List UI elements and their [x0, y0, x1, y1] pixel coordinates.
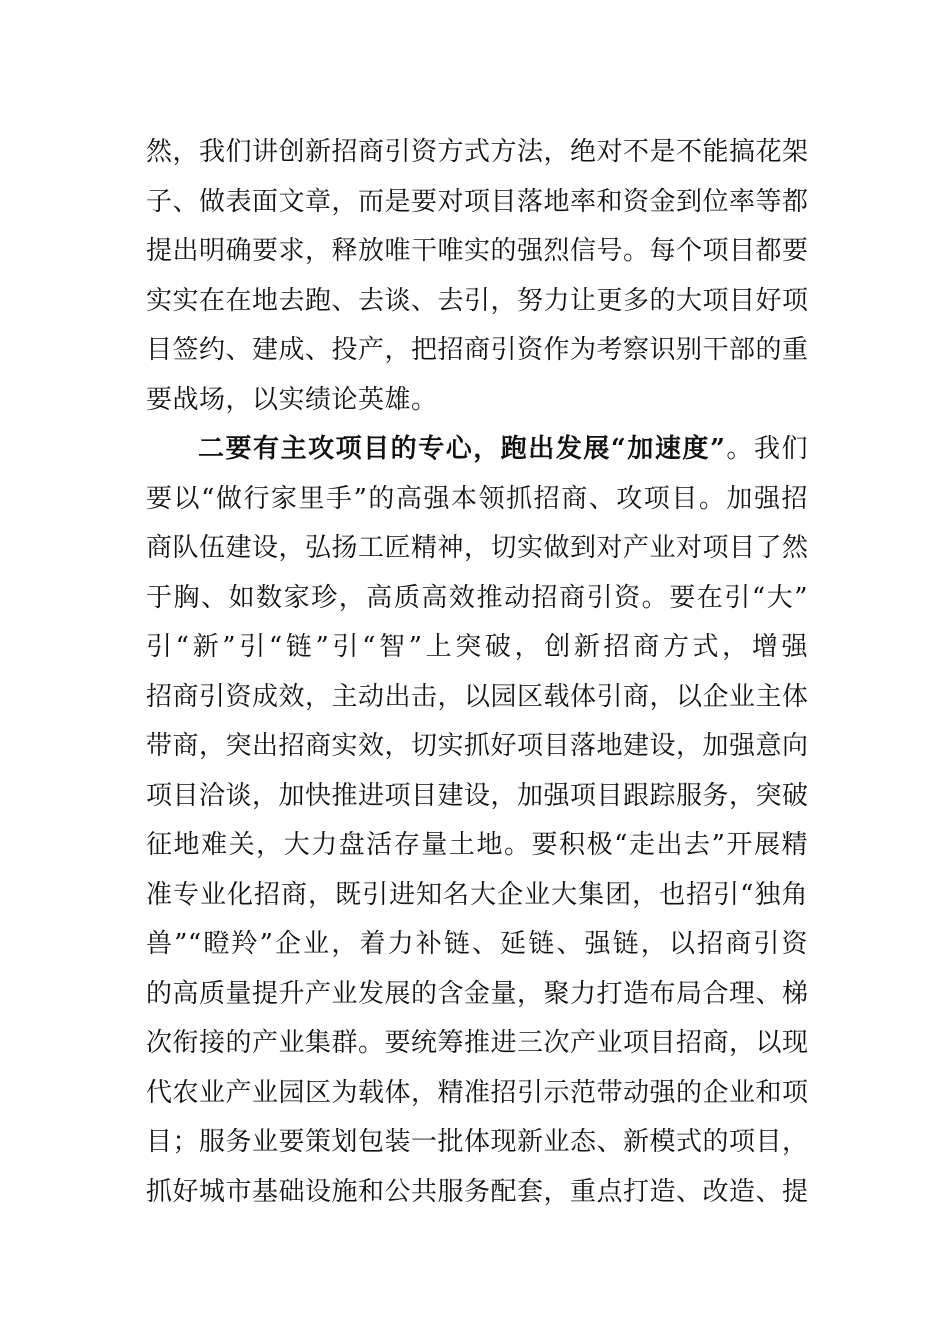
- paragraph-line: 抓好城市基础设施和公共服务配套，重点打造、改造、提: [146, 1176, 809, 1207]
- paragraph-line: 项目洽谈，加快推进项目建设，加强项目跟踪服务，突破: [146, 780, 809, 811]
- paragraph-line: 的高质量提升产业发展的含金量，聚力打造布局合理、梯: [146, 978, 809, 1009]
- paragraph-heading-tail: 。我们: [725, 434, 808, 464]
- paragraph-line: 目签约、建成、投产，把招商引资作为考察识别干部的重: [146, 335, 809, 365]
- paragraph-line: 征地难关，大力盘活存量土地。要积极“走出去”开展精: [146, 830, 808, 860]
- paragraph-line: 于胸、如数家珍，高质高效推动招商引资。要在引“大”: [146, 582, 808, 613]
- paragraph-2: [146, 425, 808, 1217]
- paragraph-line: 商队伍建设，弘扬工匠精神，切实做到对产业对项目了然: [146, 533, 809, 563]
- paragraph-line: 要战场，以实绩论英雄。: [146, 384, 438, 415]
- document-body: [146, 128, 808, 1217]
- paragraph-line: 带商，突出招商实效，切实抓好项目落地建设，加强意向: [146, 731, 809, 761]
- paragraph-line: 代农业产业园区为载体，精准招引示范带动强的企业和项: [146, 1077, 809, 1108]
- paragraph-line: 招商引资成效，主动出击，以园区载体引商，以企业主体: [146, 681, 809, 712]
- paragraph-line: 兽”“瞪羚”企业，着力补链、延链、强链，以招商引资: [146, 929, 808, 959]
- paragraph-1: [146, 128, 808, 425]
- paragraph-line: 目；服务业要策划包装一批体现新业态、新模式的项目，: [146, 1127, 809, 1157]
- paragraph-line: 次衔接的产业集群。要统筹推进三次产业项目招商，以现: [146, 1028, 809, 1058]
- paragraph-first-line: [146, 425, 808, 475]
- paragraph-line: 引“新”引“链”引“智”上突破，创新招商方式，增强: [146, 632, 808, 662]
- paragraph-line: 要以“做行家里手”的高强本领抓招商、攻项目。加强招: [146, 483, 808, 514]
- paragraph-line: 子、做表面文章，而是要对项目落地率和资金到位率等都: [146, 186, 809, 217]
- paragraph-line: 准专业化招商，既引进知名大企业大集团，也招引“独角: [146, 879, 808, 910]
- paragraph-line: 实实在在地去跑、去谈、去引，努力让更多的大项目好项: [146, 285, 809, 316]
- paragraph-line: 提出明确要求，释放唯干唯实的强烈信号。每个项目都要: [146, 236, 809, 266]
- paragraph-heading: 二要有主攻项目的专心，跑出发展“加速度”: [198, 434, 726, 464]
- paragraph-line: 然，我们讲创新招商引资方式方法，绝对不是不能搞花架: [146, 137, 809, 167]
